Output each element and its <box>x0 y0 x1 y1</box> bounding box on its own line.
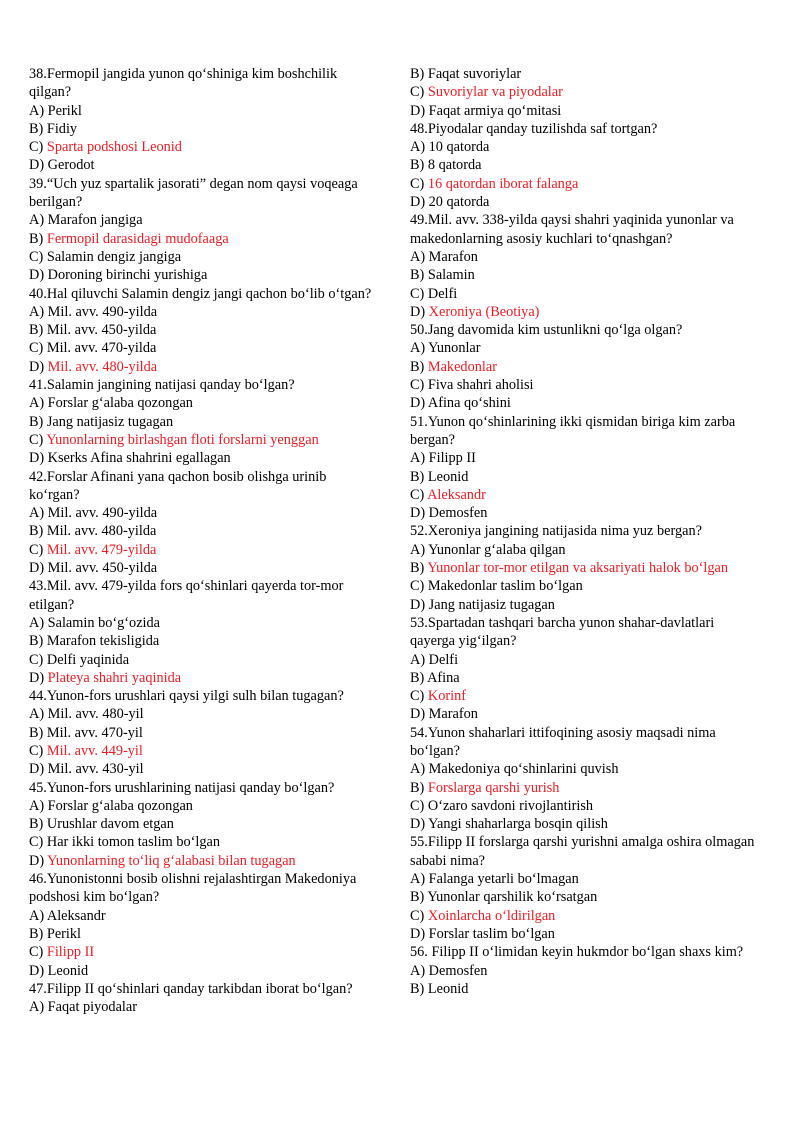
text-line <box>29 559 391 577</box>
line-text: 48.Piyodalar qanday tuzilishda saf tortgan? <box>410 120 658 137</box>
text-line <box>29 321 391 339</box>
line-text: A) 10 qatorda <box>410 139 490 156</box>
line-text: A) Yunonlar <box>410 340 481 357</box>
line-text: B) Marafon tekisligida <box>29 633 160 650</box>
line-text: D) Kserks Afina shahrini egallagan <box>29 450 231 467</box>
text-line <box>29 102 391 120</box>
text-line <box>410 980 775 998</box>
text-line <box>29 248 391 266</box>
text-line <box>29 907 391 925</box>
option-letter: C) <box>410 907 428 924</box>
option-letter: B) <box>410 560 428 577</box>
line-text: C) Mil. avv. 470-yilda <box>29 340 157 357</box>
line-text: etilgan? <box>29 596 75 613</box>
text-line <box>29 449 391 467</box>
line-text: D) Demosfen <box>410 505 488 522</box>
text-line <box>29 797 391 815</box>
right-column <box>410 65 775 998</box>
line-text: boʻlgan? <box>410 742 461 759</box>
line-text: B) 8 qatorda <box>410 157 482 174</box>
text-line <box>410 760 775 778</box>
line-text: C) Salamin dengiz jangiga <box>29 248 182 265</box>
question-line <box>29 376 391 394</box>
text-line <box>29 815 391 833</box>
text-line <box>29 760 391 778</box>
question-line <box>29 577 391 595</box>
option-letter: B) <box>410 779 428 796</box>
text-line <box>410 193 775 211</box>
correct-answer-line <box>410 303 775 321</box>
line-text: koʻrgan? <box>29 486 80 503</box>
text-line <box>410 431 775 449</box>
question-line <box>29 687 391 705</box>
line-text: 51.Yunon qoʻshinlarining ikki qismidan biriga kim zarba <box>410 413 736 430</box>
text-line <box>410 138 775 156</box>
line-text: 43.Mil. avv. 479-yilda fors qoʻshinlari qayerda tor-mor <box>29 578 344 595</box>
line-text: A) Filipp II <box>410 450 476 467</box>
line-text: D) Yangi shaharlarga bosqin qilish <box>410 816 608 833</box>
text-line <box>410 156 775 174</box>
option-letter: D) <box>410 303 429 320</box>
correct-answer-text: Filipp II <box>46 944 95 961</box>
question-line <box>29 65 391 83</box>
text-line <box>29 486 391 504</box>
correct-answer-line <box>410 486 775 504</box>
question-line <box>410 614 775 632</box>
line-text: C) Fiva shahri aholisi <box>410 377 534 394</box>
question-line <box>29 980 391 998</box>
line-text: A) Mil. avv. 490-yilda <box>29 505 158 522</box>
option-letter: C) <box>29 742 47 759</box>
line-text: A) Aleksandr <box>29 907 106 924</box>
line-text: 41.Salamin jangining natijasi qanday boʻlgan? <box>29 377 295 394</box>
text-line <box>29 596 391 614</box>
correct-answer-text: Yunonlar tor-mor etilgan va aksariyati halok boʻlgan <box>427 560 728 577</box>
line-text: A) Salamin boʻgʻozida <box>29 614 161 631</box>
text-line <box>410 449 775 467</box>
line-text: 42.Forslar Afinani yana qachon bosib olishga urinib <box>29 468 327 485</box>
line-text: 40.Hal qiluvchi Salamin dengiz jangi qachon boʻlib oʻtgan? <box>29 285 372 302</box>
text-line <box>410 888 775 906</box>
line-text: A) Forslar gʻalaba qozongan <box>29 797 193 814</box>
text-line <box>29 211 391 229</box>
line-text: B) Fidiy <box>29 120 78 137</box>
line-text: C) Delfi <box>410 285 458 302</box>
correct-answer-text: Aleksandr <box>427 486 486 503</box>
text-line <box>29 120 391 138</box>
question-line <box>410 943 775 961</box>
line-text: B) Mil. avv. 450-yilda <box>29 322 157 339</box>
line-text: D) Faqat armiya qoʻmitasi <box>410 102 562 119</box>
text-line <box>29 394 391 412</box>
option-letter: C) <box>410 175 428 192</box>
line-text: B) Mil. avv. 470-yil <box>29 724 143 741</box>
correct-answer-line <box>29 852 391 870</box>
text-line <box>29 632 391 650</box>
text-line <box>410 541 775 559</box>
line-text: 53.Spartadan tashqari barcha yunon shahar-davlatlari <box>410 614 715 631</box>
line-text: 56. Filipp II oʻlimidan keyin hukmdor boʻlgan shaxs kim? <box>410 944 744 961</box>
question-line <box>410 522 775 540</box>
line-text: 49.Mil. avv. 338-yilda qaysi shahri yaqinida yunonlar va <box>410 212 734 229</box>
text-line <box>29 339 391 357</box>
question-line <box>410 211 775 229</box>
text-line <box>410 376 775 394</box>
text-line <box>410 394 775 412</box>
correct-answer-text: 16 qatordan iborat falanga <box>427 175 579 192</box>
correct-answer-text: Mil. avv. 480-yilda <box>47 358 158 375</box>
correct-answer-line <box>410 779 775 797</box>
text-line <box>29 651 391 669</box>
correct-answer-line <box>29 669 391 687</box>
line-text: C) Delfi yaqinida <box>29 651 130 668</box>
correct-answer-line <box>29 431 391 449</box>
text-line <box>410 577 775 595</box>
correct-answer-text: Plateya shahri yaqinida <box>47 669 182 686</box>
line-text: 39.“Uch yuz spartalik jasorati” degan nom qaysi voqeaga <box>29 175 358 192</box>
correct-answer-line <box>410 358 775 376</box>
text-line <box>29 156 391 174</box>
text-line <box>410 669 775 687</box>
text-line <box>29 266 391 284</box>
text-line <box>410 797 775 815</box>
line-text: bergan? <box>410 431 455 448</box>
line-text: D) Forslar taslim boʻlgan <box>410 925 555 942</box>
line-text: A) Demosfen <box>410 962 488 979</box>
correct-answer-line <box>410 559 775 577</box>
text-line <box>410 651 775 669</box>
line-text: A) Mil. avv. 480-yil <box>29 706 144 723</box>
text-line <box>410 962 775 980</box>
text-line <box>410 852 775 870</box>
correct-answer-text: Xoinlarcha oʻldirilgan <box>427 907 556 924</box>
text-line <box>410 102 775 120</box>
line-text: B) Leonid <box>410 468 469 485</box>
correct-answer-text: Yunonlarning birlashgan floti forslarni yenggan <box>46 431 319 448</box>
line-text: D) Jang natijasiz tugagan <box>410 596 555 613</box>
line-text: 55.Filipp II forslarga qarshi yurishni amalga oshira olmagan <box>410 834 755 851</box>
correct-answer-text: Sparta podshosi Leonid <box>46 139 182 156</box>
line-text: 52.Xeroniya jangining natijasida nima yuz bergan? <box>410 523 702 540</box>
text-line <box>410 266 775 284</box>
option-letter: D) <box>29 669 48 686</box>
line-text: B) Mil. avv. 480-yilda <box>29 523 157 540</box>
text-line <box>29 888 391 906</box>
correct-answer-line <box>410 907 775 925</box>
text-line <box>410 632 775 650</box>
correct-answer-line <box>29 138 391 156</box>
correct-answer-line <box>29 230 391 248</box>
text-line <box>410 742 775 760</box>
correct-answer-text: Korinf <box>427 688 466 705</box>
text-line <box>29 705 391 723</box>
correct-answer-line <box>29 742 391 760</box>
line-text: B) Afina <box>410 669 460 686</box>
text-line <box>29 83 391 101</box>
line-text: qilgan? <box>29 84 72 101</box>
line-text: B) Urushlar davom etgan <box>29 816 174 833</box>
line-text: A) Delfi <box>410 651 459 668</box>
text-line <box>29 998 391 1016</box>
line-text: 44.Yunon-fors urushlari qaysi yilgi sulh bilan tugagan? <box>29 688 344 705</box>
line-text: D) Doroning birinchi yurishiga <box>29 267 208 284</box>
correct-answer-line <box>410 687 775 705</box>
correct-answer-line <box>29 541 391 559</box>
correct-answer-line <box>410 175 775 193</box>
option-letter: B) <box>410 358 428 375</box>
option-letter: C) <box>29 431 47 448</box>
correct-answer-line <box>29 943 391 961</box>
line-text: 38.Fermopil jangida yunon qoʻshiniga kim boshchilik <box>29 66 338 82</box>
text-line <box>410 705 775 723</box>
line-text: D) Gerodot <box>29 157 95 174</box>
text-line <box>29 724 391 742</box>
text-line <box>410 230 775 248</box>
line-text: podshosi kim boʻlgan? <box>29 889 160 906</box>
line-text: A) Marafon <box>410 248 478 265</box>
text-line <box>410 504 775 522</box>
correct-answer-text: Suvoriylar va piyodalar <box>427 84 563 101</box>
line-text: B) Perikl <box>29 925 82 942</box>
line-text: B) Faqat suvoriylar <box>410 66 522 82</box>
line-text: B) Yunonlar qarshilik koʻrsatgan <box>410 889 598 906</box>
option-letter: C) <box>29 139 47 156</box>
line-text: D) Mil. avv. 430-yil <box>29 761 144 778</box>
line-text: 46.Yunonistonni bosib olishni rejalashtirgan Makedoniya <box>29 871 357 888</box>
correct-answer-text: Xeroniya (Beotiya) <box>428 303 540 320</box>
option-letter: C) <box>410 688 428 705</box>
line-text: D) Afina qoʻshini <box>410 395 511 412</box>
option-letter: C) <box>29 541 47 558</box>
correct-answer-text: Forslarga qarshi yurish <box>427 779 560 796</box>
line-text: A) Faqat piyodalar <box>29 999 137 1016</box>
question-line <box>410 413 775 431</box>
text-line <box>29 614 391 632</box>
correct-answer-text: Mil. avv. 449-yil <box>46 742 143 759</box>
line-text: C) Makedonlar taslim boʻlgan <box>410 578 583 595</box>
line-text: B) Salamin <box>410 267 475 284</box>
line-text: D) 20 qatorda <box>410 194 490 211</box>
text-line <box>29 303 391 321</box>
line-text: B) Jang natijasiz tugagan <box>29 413 174 430</box>
text-line <box>29 413 391 431</box>
line-text: 45.Yunon-fors urushlarining natijasi qanday boʻlgan? <box>29 779 335 796</box>
text-line <box>410 468 775 486</box>
text-line <box>29 925 391 943</box>
line-text: A) Yunonlar gʻalaba qilgan <box>410 541 566 558</box>
text-line <box>29 522 391 540</box>
question-line <box>29 870 391 888</box>
line-text: D) Mil. avv. 450-yilda <box>29 560 158 577</box>
line-text: D) Leonid <box>29 962 89 979</box>
text-line <box>410 285 775 303</box>
text-line <box>410 815 775 833</box>
line-text: 50.Jang davomida kim ustunlikni qoʻlga olgan? <box>410 322 683 339</box>
correct-answer-text: Yunonlarning toʻliq gʻalabasi bilan tugagan <box>47 852 296 869</box>
question-line <box>410 833 775 851</box>
option-letter: D) <box>29 852 48 869</box>
text-line <box>410 596 775 614</box>
line-text: A) Perikl <box>29 102 82 119</box>
line-text: D) Marafon <box>410 706 478 723</box>
line-text: C) Oʻzaro savdoni rivojlantirish <box>410 797 594 814</box>
correct-answer-line <box>29 358 391 376</box>
text-line <box>29 193 391 211</box>
text-line <box>410 339 775 357</box>
line-text: sababi nima? <box>410 852 486 869</box>
correct-answer-text: Fermopil darasidagi mudofaaga <box>46 230 229 247</box>
option-letter: D) <box>29 358 48 375</box>
line-text: 54.Yunon shaharlari ittifoqining asosiy maqsadi nima <box>410 724 716 741</box>
correct-answer-line <box>410 83 775 101</box>
question-line <box>29 175 391 193</box>
line-text: C) Har ikki tomon taslim boʻlgan <box>29 834 220 851</box>
option-letter: C) <box>410 486 428 503</box>
text-line <box>410 870 775 888</box>
question-line <box>29 779 391 797</box>
line-text: A) Forslar gʻalaba qozongan <box>29 395 193 412</box>
option-letter: C) <box>29 944 47 961</box>
correct-answer-text: Mil. avv. 479-yilda <box>46 541 157 558</box>
line-text: berilgan? <box>29 194 83 211</box>
line-text: B) Leonid <box>410 980 469 997</box>
text-line <box>29 962 391 980</box>
text-line <box>29 504 391 522</box>
line-text: A) Marafon jangiga <box>29 212 143 229</box>
line-text: A) Mil. avv. 490-yilda <box>29 303 158 320</box>
question-line <box>410 120 775 138</box>
question-line <box>29 468 391 486</box>
line-text: makedonlarning asosiy kuchlari toʻqnashgan? <box>410 230 673 247</box>
option-letter: C) <box>410 84 428 101</box>
option-letter: B) <box>29 230 47 247</box>
text-line <box>410 925 775 943</box>
text-line <box>29 833 391 851</box>
line-text: A) Falanga yetarli boʻlmagan <box>410 871 579 888</box>
question-line <box>410 724 775 742</box>
correct-answer-text: Makedonlar <box>427 358 497 375</box>
line-text: qayerga yigʻilgan? <box>410 633 517 650</box>
line-text: 47.Filipp II qoʻshinlari qanday tarkibdan iborat boʻlgan? <box>29 980 353 997</box>
question-line <box>29 285 391 303</box>
left-column <box>29 65 391 1016</box>
text-line <box>410 248 775 266</box>
question-line <box>410 321 775 339</box>
line-text: A) Makedoniya qoʻshinlarini quvish <box>410 761 619 778</box>
text-line <box>410 65 775 83</box>
